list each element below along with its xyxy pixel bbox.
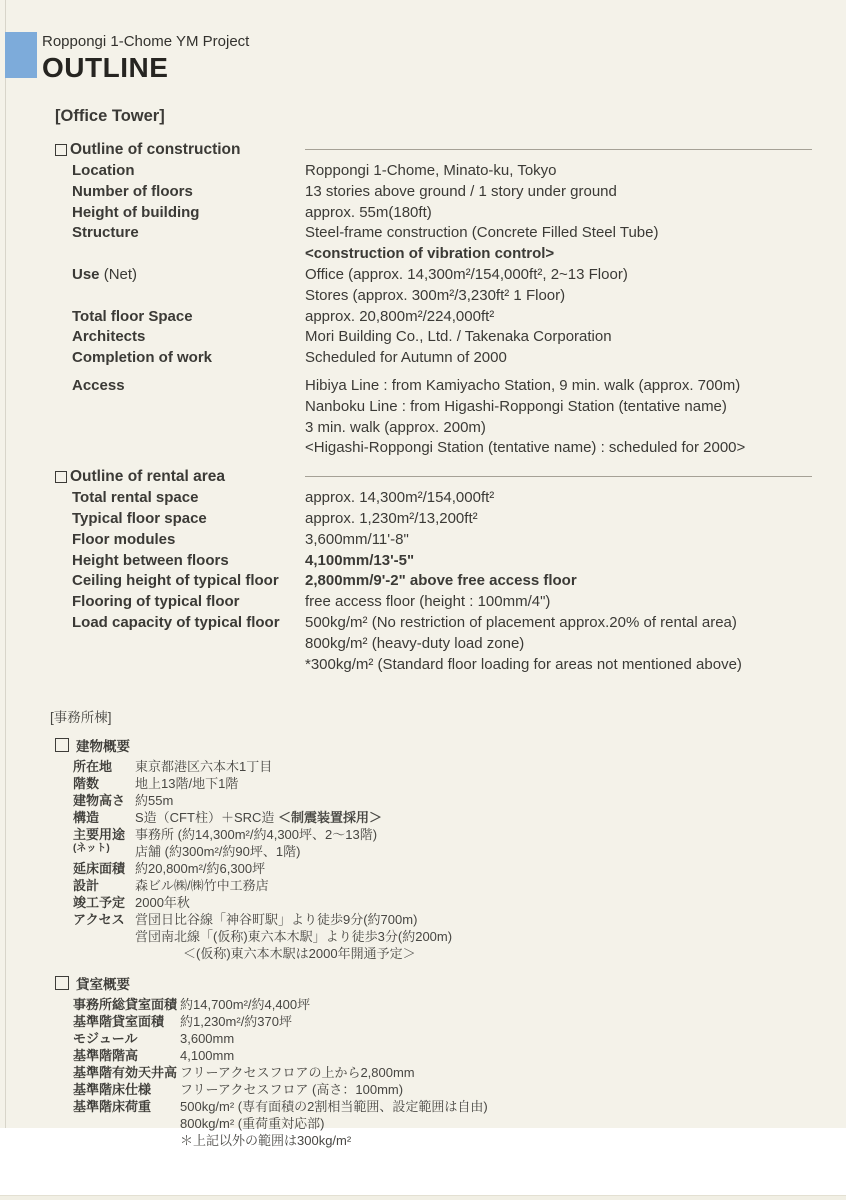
jp-spec-value: 4,100mm (180, 1048, 235, 1064)
spec-value-line: <construction of vibration control> (305, 245, 555, 263)
jp-spec-row-floor-load (55, 1098, 812, 1149)
jp-spec-row-floors (55, 775, 812, 792)
jp-spec-value-line: 営団南北線「(仮称)東六本木駅」より徒歩3分(約200m) (135, 929, 453, 945)
spec-value: Scheduled for Autumn of 2000 (305, 349, 507, 367)
jp-spec-value-line: ＜(仮称)東六本木駅は2000年開通予定＞ (183, 946, 416, 962)
jp-spec-value (135, 826, 812, 860)
jp-spec-value-line: 営団日比谷線「神谷町駅」より徒歩9分(約700m) (135, 912, 418, 928)
spec-value-line: 800kg/m² (heavy-duty load zone) (305, 634, 525, 652)
spec-value-line: 500kg/m² (No restriction of placement approx.20% of rental area) (305, 613, 737, 631)
rental-title-label: Outline of rental area (70, 468, 226, 486)
jp-rental-title-label: 貸室概要 (76, 977, 130, 993)
rental-section-header (55, 468, 812, 486)
jp-spec-label: モジュール (73, 1031, 138, 1047)
jp-spec-label (55, 826, 135, 860)
spec-label: Ceiling height of typical floor (72, 572, 279, 590)
jp-office-tower-tag: [事務所棟] (50, 710, 112, 726)
jp-spec-value-line: 店舗 (約300m²/約90坪、1階) (135, 844, 301, 860)
jp-spec-row-access (55, 911, 812, 962)
jp-spec-row-location (55, 758, 812, 775)
spec-label: Height between floors (72, 551, 229, 569)
jp-rental-section (55, 973, 812, 1149)
jp-spec-label: 事務所総貸室面積 (73, 997, 178, 1013)
spec-row-total-floor-space (55, 307, 812, 328)
construction-section (55, 141, 812, 459)
jp-spec-value-line: 800kg/m² (重荷重対応部) (180, 1116, 325, 1132)
jp-spec-label: 基準階貸室面積 (73, 1014, 165, 1030)
spec-value (305, 376, 812, 459)
section-square-icon (55, 471, 67, 483)
spec-value: free access floor (height : 100mm/4") (305, 593, 551, 611)
spec-value-line: 3 min. walk (approx. 200m) (305, 418, 486, 436)
spec-label-note: (Net) (103, 265, 138, 283)
construction-section-title (55, 141, 305, 159)
jp-spec-label-text: 主要用途 (73, 827, 126, 843)
spec-label: Location (72, 162, 135, 179)
jp-spec-row-structure (55, 809, 812, 826)
section-square-icon (55, 976, 69, 990)
jp-spec-value (180, 1098, 812, 1149)
jp-spec-label-note: (ネット) (73, 843, 110, 855)
spec-value: 2,800mm/9'-2" above free access floor (305, 572, 577, 590)
spec-row-floor-modules (55, 530, 812, 551)
spec-label: Structure (72, 224, 139, 242)
jp-spec-value: 約1,230m²/約370坪 (180, 1014, 292, 1030)
section-square-icon (55, 738, 69, 752)
jp-spec-value-bold: ＜制震装置採用＞ (278, 810, 383, 826)
jp-building-section-header (55, 735, 812, 755)
jp-spec-value-line: 事務所 (約14,300m²/約4,300坪、2～13階) (135, 827, 378, 843)
spec-label: Height of building (72, 203, 200, 221)
rental-section (55, 468, 812, 675)
spec-value: approx. 20,800m²/224,000ft² (305, 307, 495, 325)
jp-spec-row-floor-height (55, 1047, 812, 1064)
jp-spec-value: 森ビル㈱/㈱竹中工務店 (135, 878, 269, 894)
jp-spec-row-typical-floor-area (55, 1013, 812, 1030)
jp-spec-value-line: 500kg/m² (専有面積の2割相当範囲、設定範囲は自由) (180, 1099, 488, 1115)
jp-spec-row-floor-spec (55, 1081, 812, 1098)
spec-row-use (55, 265, 812, 307)
jp-spec-label: 基準階床荷重 (73, 1099, 152, 1115)
jp-spec-value: フリーアクセスフロアの上から2,800mm (180, 1065, 415, 1081)
jp-spec-row-architects (55, 877, 812, 894)
spec-value-line: Hibiya Line : from Kamiyacho Station, 9 min. walk (approx. 700m) (305, 376, 741, 394)
section-square-icon (55, 144, 67, 156)
jp-building-section (55, 735, 812, 962)
spec-row-height-between-floors (55, 551, 812, 572)
spec-label-text: Use (72, 265, 100, 283)
jp-spec-value: 約20,800m²/約6,300坪 (135, 861, 266, 877)
scan-bottom-edge (0, 1195, 846, 1200)
spec-value: 4,100mm/13'-5" (305, 551, 415, 569)
jp-spec-label: 構造 (73, 810, 100, 826)
jp-spec-label: 設計 (73, 878, 100, 894)
jp-spec-label: 基準階床仕様 (73, 1082, 152, 1098)
spec-label: Completion of work (72, 349, 212, 367)
jp-spec-value: 東京都港区六本木1丁目 (135, 759, 273, 775)
jp-rental-section-header (55, 973, 812, 993)
rental-section-title (55, 468, 305, 486)
spec-label: Total floor Space (72, 307, 193, 325)
spec-value: approx. 14,300m²/154,000ft² (305, 489, 495, 507)
spec-row-architects (55, 327, 812, 348)
jp-spec-label: 竣工予定 (73, 895, 126, 911)
page-title: OUTLINE (42, 52, 169, 83)
spec-value-line: Nanboku Line : from Higashi-Roppongi Station (tentative name) (305, 397, 727, 415)
jp-spec-value: 約55m (135, 793, 174, 809)
spec-row-flooring (55, 592, 812, 613)
jp-spec-label: アクセス (73, 912, 125, 928)
spec-label: Total rental space (72, 489, 199, 507)
jp-spec-label: 階数 (73, 776, 100, 792)
page-header (0, 0, 846, 84)
spec-value: approx. 1,230m²/13,200ft² (305, 509, 478, 527)
spec-value-line: Steel-frame construction (Concrete Filled Steel Tube) (305, 224, 659, 242)
spec-label: Typical floor space (72, 509, 207, 527)
project-name: Roppongi 1-Chome YM Project (42, 33, 250, 50)
jp-spec-label: 建物高さ (73, 793, 126, 809)
jp-spec-value: 約14,700m²/約4,400坪 (180, 997, 311, 1013)
spec-value-line: <Higashi-Roppongi Station (tentative name) : scheduled for 2000> (305, 439, 746, 457)
spec-row-typical-floor (55, 509, 812, 530)
spec-value: Mori Building Co., Ltd. / Takenaka Corporation (305, 328, 612, 346)
jp-spec-value (135, 809, 812, 826)
spec-row-structure (55, 223, 812, 265)
spec-label: Architects (72, 328, 146, 346)
jp-spec-row-total-area (55, 860, 812, 877)
spec-row-floors (55, 182, 812, 203)
spec-label (55, 265, 305, 307)
spec-value (305, 613, 812, 675)
jp-spec-label: 延床面積 (73, 861, 126, 877)
jp-building-title-label: 建物概要 (76, 739, 130, 755)
jp-spec-value: 2000年秋 (135, 895, 190, 911)
spec-value: 13 stories above ground / 1 story under ground (305, 182, 617, 200)
spec-value-line: Office (approx. 14,300m²/154,000ft², 2~13 Floor) (305, 265, 628, 283)
spec-row-access (55, 376, 812, 459)
spec-row-completion (55, 348, 812, 369)
spec-value (305, 223, 812, 265)
jp-spec-value: 地上13階/地下1階 (135, 776, 239, 792)
construction-section-header (55, 141, 812, 159)
jp-spec-row-height (55, 792, 812, 809)
section-divider-line (305, 476, 812, 477)
jp-spec-label: 基準階有効天井高 (73, 1065, 178, 1081)
spec-row-ceiling-height (55, 571, 812, 592)
spec-label: Load capacity of typical floor (72, 613, 280, 631)
jp-spec-row-ceiling-height (55, 1064, 812, 1081)
jp-spec-row-completion (55, 894, 812, 911)
spec-value: Roppongi 1-Chome, Minato-ku, Tokyo (305, 162, 557, 179)
spec-row-location (55, 161, 812, 182)
spec-value-line: Stores (approx. 300m²/3,230ft² 1 Floor) (305, 286, 566, 304)
spec-value: approx. 55m(180ft) (305, 203, 432, 221)
spec-row-total-rental (55, 488, 812, 509)
spec-row-height (55, 203, 812, 224)
spec-label: Flooring of typical floor (72, 593, 240, 611)
jp-spec-value: フリーアクセスフロア (高さ：100mm) (180, 1082, 404, 1098)
spec-value: 3,600mm/11'-8" (305, 530, 409, 548)
construction-title-label: Outline of construction (70, 141, 241, 158)
section-divider-line (305, 149, 812, 150)
spec-row-load-capacity (55, 613, 812, 675)
spec-label: Number of floors (72, 182, 193, 200)
jp-spec-row-use (55, 826, 812, 860)
jp-spec-value-text: S造（CFT柱）＋SRC造 (135, 810, 279, 826)
jp-spec-row-office-rental-area (55, 996, 812, 1013)
jp-spec-row-module (55, 1030, 812, 1047)
jp-spec-label: 基準階階高 (73, 1048, 139, 1064)
office-tower-tag: [Office Tower] (55, 107, 165, 125)
spec-label: Floor modules (72, 530, 176, 548)
spec-label: Access (72, 376, 125, 394)
jp-spec-value-line: ＊上記以外の範囲は300kg/m² (180, 1133, 352, 1149)
jp-spec-label: 所在地 (73, 759, 113, 775)
spec-value-line: *300kg/m² (Standard floor loading for areas not mentioned above) (305, 655, 742, 673)
spec-value (305, 265, 812, 307)
brand-square-icon (5, 32, 37, 78)
jp-spec-value: 3,600mm (180, 1031, 235, 1047)
jp-spec-value (135, 911, 812, 962)
